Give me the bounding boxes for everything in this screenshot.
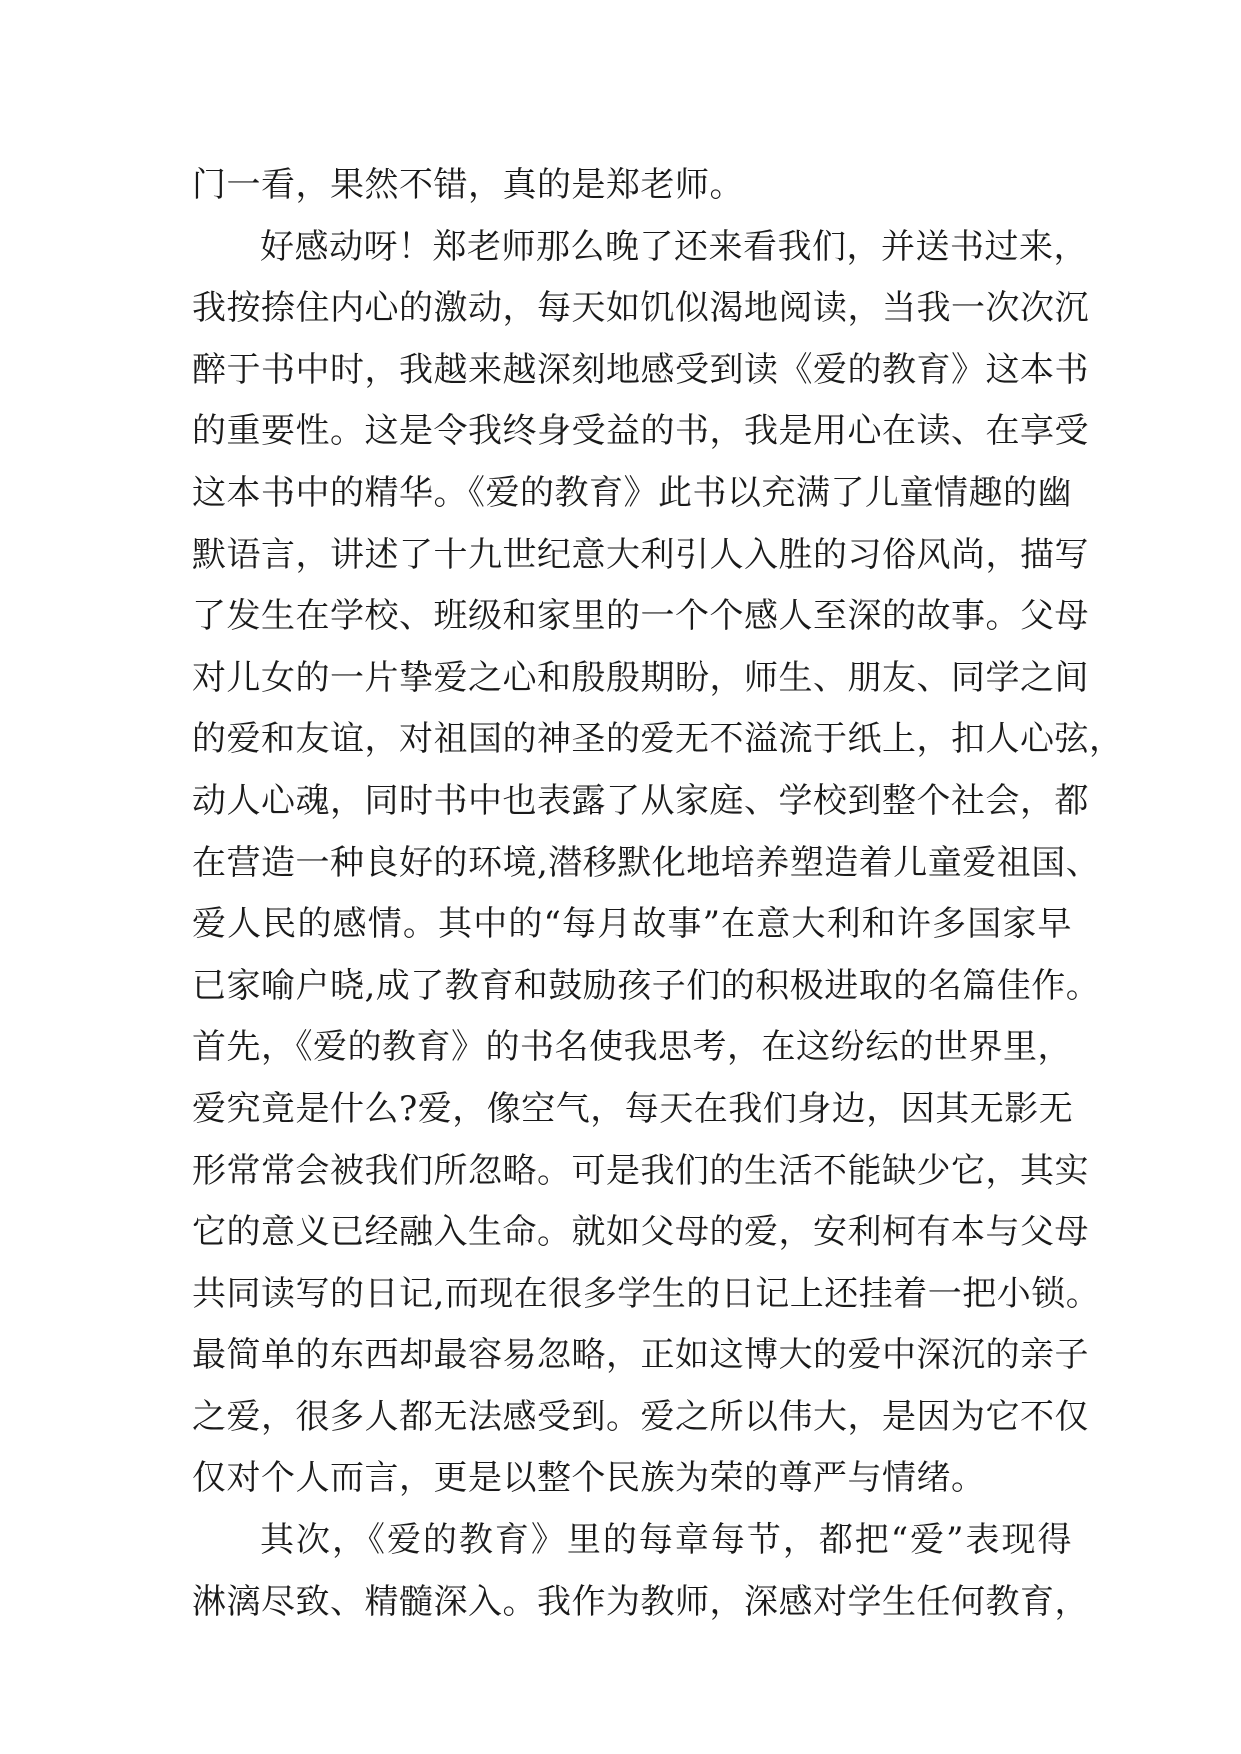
text-line: 形常常会被我们所忽略。可是我们的生活不能缺少它，其实 xyxy=(192,1150,1089,1191)
text-line: 这本书中的精华。《爱的教育》此书以充满了儿童情趣的幽 xyxy=(192,472,1072,513)
text-line: 动人心魂，同时书中也表露了从家庭、学校到整个社会，都 xyxy=(192,780,1089,821)
text-line: 的重要性。这是令我终身受益的书，我是用心在读、在享受 xyxy=(192,411,1089,452)
text-line: 已家喻户晓,成了教育和鼓励孩子们的积极进取的名篇佳作。 xyxy=(192,965,1101,1006)
text-line: 爱人民的感情。其中的“每月故事”在意大利和许多国家早 xyxy=(192,904,1072,945)
text-line: 它的意义已经融入生命。就如父母的爱，安利柯有本与父母 xyxy=(192,1212,1089,1253)
text-line: 了发生在学校、班级和家里的一个个感人至深的故事。父母 xyxy=(192,596,1089,637)
text-line: 门一看，果然不错，真的是郑老师。 xyxy=(192,165,744,205)
text-line: 最简单的东西却最容易忽略，正如这博大的爱中深沉的亲子 xyxy=(192,1335,1089,1376)
text-line: 好感动呀！郑老师那么晚了还来看我们，并送书过来， xyxy=(260,226,1088,267)
text-line: 首先，《爱的教育》的书名使我思考，在这纷纭的世界里， xyxy=(192,1027,1072,1068)
text-line: 的爱和友谊，对祖国的神圣的爱无不溢流于纸上，扣人心弦， xyxy=(192,719,1124,760)
text-line: 默语言，讲述了十九世纪意大利引人入胜的习俗风尚，描写 xyxy=(192,534,1089,575)
text-line: 在营造一种良好的环境,潜移默化地培养塑造着儿童爱祖国、 xyxy=(192,842,1101,883)
body-text xyxy=(192,155,1124,1633)
text-line: 对儿女的一片挚爱之心和殷殷期盼，师生、朋友、同学之间 xyxy=(192,657,1089,698)
text-line: 共同读写的日记,而现在很多学生的日记上还挂着一把小锁。 xyxy=(192,1273,1101,1314)
text-line: 醉于书中时，我越来越深刻地感受到读《爱的教育》这本书 xyxy=(192,349,1089,390)
text-line: 爱究竟是什么?爱，像空气，每天在我们身边，因其无影无 xyxy=(192,1088,1074,1129)
text-line: 淋漓尽致、精髓深入。我作为教师，深感对学生任何教育， xyxy=(192,1581,1089,1622)
text-line: 之爱，很多人都无法感受到。爱之所以伟大，是因为它不仅 xyxy=(192,1396,1089,1437)
text-line: 我按捺住内心的激动，每天如饥似渴地阅读，当我一次次沉 xyxy=(192,288,1089,329)
text-line: 其次，《爱的教育》里的每章每节，都把“爱”表现得 xyxy=(260,1520,1072,1561)
text-line: 仅对个人而言，更是以整个民族为荣的尊严与情绪。 xyxy=(192,1458,986,1499)
